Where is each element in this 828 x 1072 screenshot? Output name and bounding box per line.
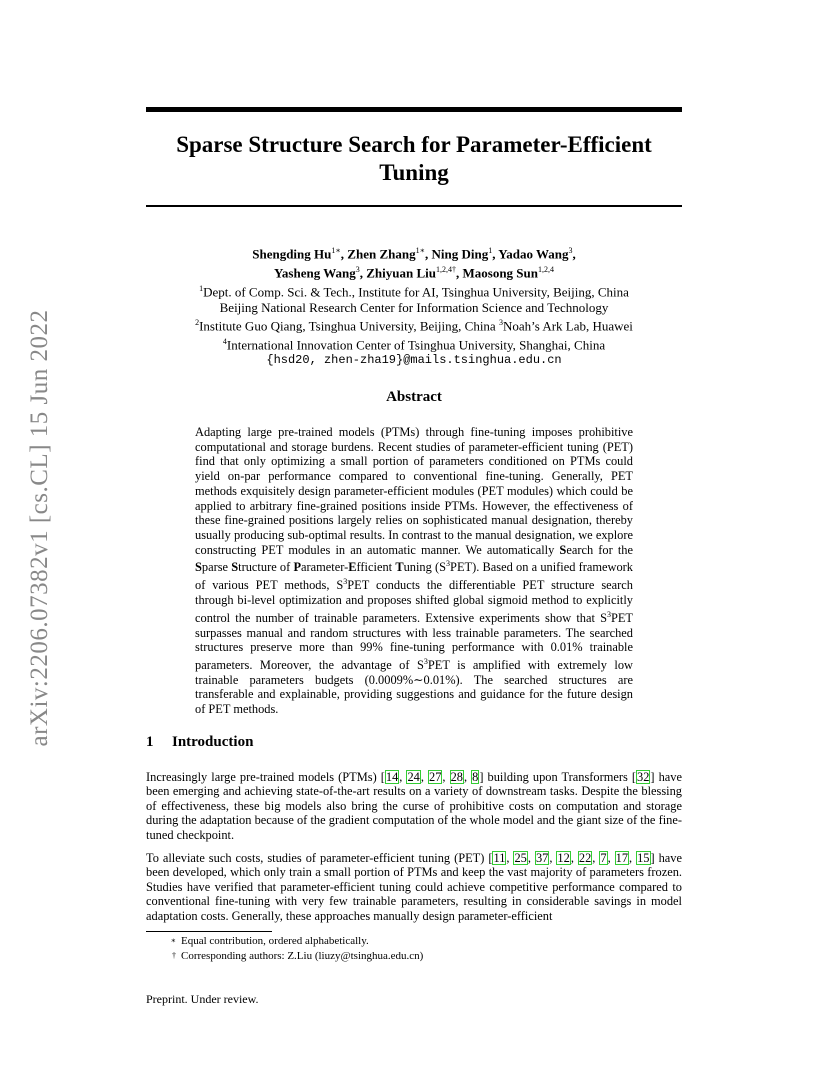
citation-link[interactable]: 17: [615, 851, 629, 865]
citation-link[interactable]: 27: [429, 770, 442, 784]
author-name: Zhen Zhang: [347, 246, 416, 262]
preprint-note: Preprint. Under review.: [146, 992, 259, 1006]
intro-paragraph-1: Increasingly large pre-trained models (PTMs) [14, 24, 27, 28, 8] building upon Transformers [32] have been emerging and achieving state-of-the-art results on a variety of downstream tasks. Despite the blessing of effectiveness, these big models also bring the curse of prohibitive costs on computation and storage during the adaptation because of the gradient computation of the whole model and the giant size of the fine-tuned checkpoint.: [146, 770, 682, 842]
footnote-mark: †: [172, 951, 176, 960]
affiliation-4: $^4$International Innovation Center of Tsinghua University, Shanghai, China: [222, 337, 606, 353]
section-title: Introduction: [172, 734, 254, 750]
citation-link[interactable]: 22: [578, 851, 592, 865]
abstract-body: Adapting large pre-trained models (PTMs) through fine-tuning imposes prohibitive computational and storage burdens. Recent studies of parameter-efficient tuning (PET) find that only optimizing a small portion of parameters conditioned on PTMs could yield on-par performance compared to conventional fine-tuning. Generally, PET methods exquisitely design parameter-efficient modules (PET modules) which could be applied to arbitrary fine-grained positions inside PTMs. However, the effectiveness of these fine-grained positions largely relies on sophisticated manual designation, thereby usually producing sub-optimal results. In contrast to the manual designation, we explore constructing PET modules in an automatic manner. We automatically Search for the Sparse Structure of Parameter-Efficient Tuning $(S^3PET)$. Based on a unified framework of various PET methods, $S^3PET$ conducts the differentiable PET structure search through bi-level optimization and proposes shifted global sigmoid method to explicitly control the number of trainable parameters. Extensive experiments show that $S^3PET$ surpasses manual and random structures with less trainable parameters. The searched structures preserve more than 99% fine-tuning performance with 0.01% trainable parameters. Moreover, the advantage of $S^3PET$ is amplified with extremely low trainable parameters budgets (0.0009%∼0.01%). The searched structures are transferable and explainable, providing suggestions and guidance for the future design of PET methods.: [195, 425, 634, 717]
author-name: Yasheng Wang: [273, 265, 356, 281]
title-top-rule: [146, 107, 682, 112]
citation-link[interactable]: 24: [407, 770, 420, 784]
footnote-mark: ∗: [170, 936, 176, 945]
affiliation-2-3: $^2$Institute Guo Qiang, Tsinghua University, Beijing, China $^3$Noah’s Ark Lab, Huawei: [195, 318, 633, 334]
citation-link[interactable]: 14: [385, 770, 399, 784]
intro-paragraph-2: To alleviate such costs, studies of parameter-efficient tuning (PET) [11, 25, 37, 12, 22, 7, 17, 15] have been developed, which only train a small portion of PTMs and keep the vast majority of parameters frozen. Studies have verified that parameter-efficient tuning could achieve competitive performance compared to conventional fine-tuning with very few trainable parameters, resulting in considerable savings in model adaptation costs. Generally, these approaches manually design parameter-efficient: [146, 851, 682, 923]
author-line-2: Yasheng Wang$^3$, Zhiyuan Liu$^{1,2,4\dagger}$, Maosong Sun$^{1,2,4}$: [273, 264, 554, 281]
author-block: [146, 243, 682, 369]
citation-link[interactable]: 8: [472, 770, 479, 784]
abstract-heading: Abstract: [386, 389, 442, 405]
citation-link[interactable]: 15: [637, 851, 650, 865]
affiliation-1: $^1$Dept. of Comp. Sci. & Tech., Institute for AI, Tsinghua University, Beijing, China: [199, 283, 629, 300]
author-name: Yadao Wang: [498, 246, 569, 262]
footnote-1: ∗ Equal contribution, ordered alphabetically.: [146, 934, 369, 948]
footnote-rule: [146, 931, 272, 932]
affiliation-1b: Beijing National Research Center for Information Science and Technology: [219, 299, 609, 315]
author-name: Shengding Hu: [252, 246, 332, 262]
footnote-2: † Corresponding authors: Z.Liu (liuzy@tsinghua.edu.cn): [146, 949, 423, 963]
paper-title: Sparse Structure Search for Parameter-Efficient Tuning: [176, 132, 652, 185]
section-number: 1: [146, 734, 154, 750]
section-heading: [146, 734, 253, 751]
author-name: Ning Ding: [431, 246, 489, 262]
citation-link[interactable]: 25: [514, 851, 527, 865]
citation-link[interactable]: 28: [450, 770, 463, 784]
citation-link[interactable]: 32: [637, 770, 650, 784]
author-name: Zhiyuan Liu: [366, 265, 436, 281]
citation-link[interactable]: 11: [493, 851, 506, 865]
citation-link[interactable]: 12: [557, 851, 570, 865]
author-name: Maosong Sun: [462, 265, 538, 281]
author-line-1: Shengding $Hu^{1∗}$, Zhen Zhang$^{1∗}$, Ning Ding$^1$, Yadao Wang$^3$,: [252, 246, 576, 262]
citation-link[interactable]: 7: [600, 851, 607, 865]
title-bottom-rule: [146, 205, 682, 207]
citation-link[interactable]: 37: [535, 851, 549, 865]
arxiv-stamp: arXiv:2206.07382v1 [cs.CL] 15 Jun 2022: [26, 309, 53, 747]
author-email: {hsd20, zhen-zha19}@mails.tsinghua.edu.cn: [266, 353, 562, 368]
